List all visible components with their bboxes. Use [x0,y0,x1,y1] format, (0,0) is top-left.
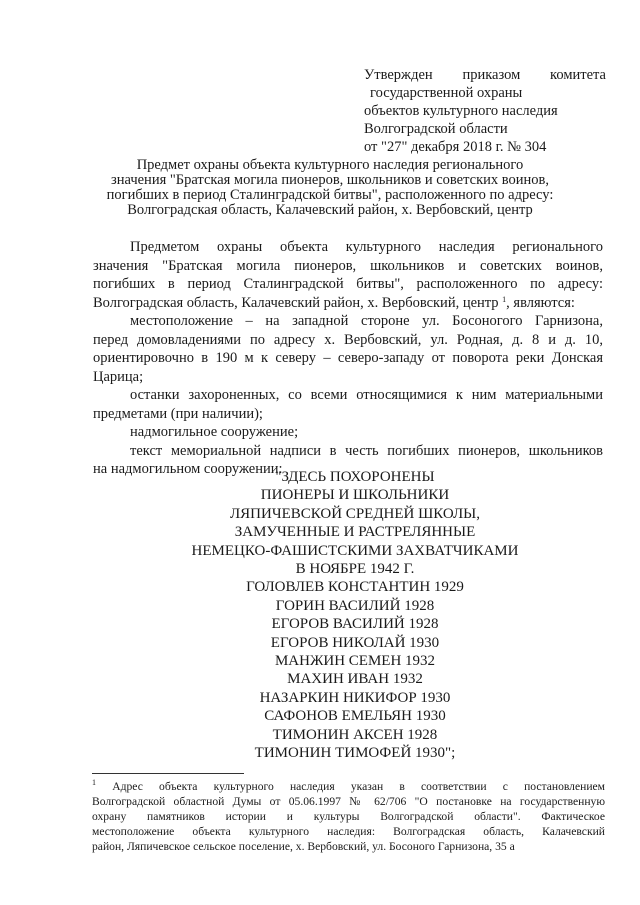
footnote-line-5: район, Ляпичевское сельское поселение, х. Вербовский, ул. Босоного Гарнизона, 35 а [92,840,515,853]
remains-line-1: останки захороненных, со всеми относящимися к ним материальными [130,387,603,403]
intro-line-2: значения "Братская могила пионеров, школьников и советских воинов, [93,257,603,274]
memorial-line-1: текст мемориальной надписи в честь погибших пионеров, школьников [130,442,603,459]
approval-word-3: комитета [550,67,606,83]
title-line-1: Предмет охраны объекта культурного наследия регионального [136,157,524,173]
inscription-line: ЗАМУЧЕННЫЕ И РАСТРЕЛЯННЫЕ [234,524,476,541]
footnote-line-2: Волгоградской областной Думы от 05.06.1997 № 62/706 "О постановке на государственную [92,795,605,808]
inscription-line: В НОЯБРЕ 1942 Г. [295,561,415,578]
location-line-3: ориентировочно в 190 м к северу – северо-западу от поворота реки Донская [93,350,603,366]
intro-line-3-text: погибших в период Сталинградской битвы" [93,276,401,292]
footnote-line-3: охрану памятников истории и культуры Волгоградской области". Фактическое [92,810,605,823]
inscription-name: ЕГОРОВ НИКОЛАЙ 1930 [270,634,440,651]
approval-word-1: Утвержден [364,67,433,83]
structure-line: надмогильное сооружение; [130,424,299,440]
footnote [92,779,605,854]
footnote-text-1: Адрес объекта культурного наследия указан в соответствии с постановлением [112,780,606,793]
inscription-name: ТИМОНИН АКСЕН 1928 [272,726,438,743]
approval-block [364,66,606,156]
location-line-1: местоположение – на западной стороне ул. Босоногого Гарнизона, [130,313,603,329]
footnote-ref[interactable]: 1 [502,294,507,304]
inscription-line: НЕМЕЦКО-ФАШИСТСКИМИ ЗАХВАТЧИКАМИ [191,542,519,559]
memorial-line-2: на надмогильном сооружении: [93,461,283,477]
footnote-marker: 1 [92,778,96,787]
document-title [100,158,560,218]
intro-line-4 [93,294,603,313]
intro-line-3: погибших в период Сталинградской битвы", расположенного по адресу: [93,276,603,292]
approval-line-2: государственной охраны [370,85,523,101]
intro-address: Волгоградская область, Калачевский район, х. Вербовский, центр [93,294,499,311]
inscription-name: МАХИН ИВАН 1932 [287,671,423,688]
inscription-name: ТИМОНИН ТИМОФЕЙ 1930"; [254,745,456,762]
footnote-line-4: местоположение объекта культурного наследия: Волгоградская область, Калачевский [92,825,605,838]
inscription-name: САФОНОВ ЕМЕЛЬЯН 1930 [264,708,446,725]
approval-line-3: объектов культурного наследия [364,103,558,119]
location-line-4: Царица; [93,368,144,385]
approval-word-2: приказом [462,67,521,83]
inscription-name: МАНЖИН СЕМЕН 1932 [274,653,436,670]
location-line-2: перед домовладениями по адресу х. Вербовский, ул. Родная, д. 8 и д. 10, [93,331,603,348]
memorial-inscription [150,468,560,763]
approval-line-5: от "27" декабря 2018 г. № 304 [364,139,547,155]
inscription-name: ГОРИН ВАСИЛИЙ 1928 [275,597,435,614]
inscription-line: "ЗДЕСЬ ПОХОРОНЕНЫ [275,469,435,485]
inscription-line: ЛЯПИЧЕВСКОЙ СРЕДНЕЙ ШКОЛЫ, [230,505,480,522]
title-line-3: погибших в период Сталинградской битвы", расположенного по адресу: [106,187,554,203]
inscription-name: НАЗАРКИН НИКИФОР 1930 [259,689,451,706]
footnote-divider [92,773,244,774]
remains-line-2: предметами (при наличии); [93,405,263,422]
title-line-4: Волгоградская область, Калачевский район, х. Вербовский, центр [127,202,533,218]
intro-ending: , являются: [506,294,575,311]
inscription-name: ЕГОРОВ ВАСИЛИЙ 1928 [271,616,439,633]
inscription-line: ПИОНЕРЫ И ШКОЛЬНИКИ [260,487,450,504]
inscription-name: ГОЛОВЛЕВ КОНСТАНТИН 1929 [246,579,464,596]
approval-line-1 [364,66,606,84]
document-body [93,238,603,479]
intro-line-1: Предметом охраны объекта культурного наследия регионального [130,239,603,255]
approval-line-4: Волгоградской области [364,121,508,137]
footnote-line-1 [92,779,605,794]
title-line-2: значения "Братская могила пионеров, школьников и советских воинов, [110,172,549,188]
